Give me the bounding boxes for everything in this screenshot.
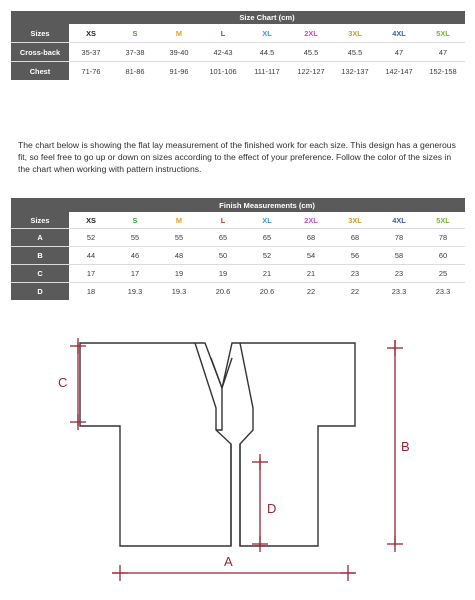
size-m: M xyxy=(175,28,183,38)
table-cell: 122-127 xyxy=(289,62,333,81)
table-cell: 23.3 xyxy=(421,283,465,301)
measurement-label-b: B xyxy=(11,247,69,265)
table-cell: 47 xyxy=(421,43,465,62)
size-chart-title-row xyxy=(11,11,465,24)
table-cell: 25 xyxy=(421,265,465,283)
table-cell: 19.3 xyxy=(157,283,201,301)
table-cell: 45.5 xyxy=(333,43,377,62)
size-l: L xyxy=(220,28,226,38)
chest-label: Chest xyxy=(11,62,69,81)
table-cell: 65 xyxy=(245,229,289,247)
label-c: C xyxy=(58,375,68,390)
table-cell: 44 xyxy=(69,247,113,265)
table-cell: 20.6 xyxy=(201,283,245,301)
finish-sizes-row xyxy=(11,212,465,229)
size-3xl: 3XL xyxy=(348,28,362,38)
table-cell: 81-86 xyxy=(113,62,157,81)
table-cell: 20.6 xyxy=(245,283,289,301)
table-cell: 19 xyxy=(157,265,201,283)
measurement-label-d: D xyxy=(11,283,69,301)
table-cell: 54 xyxy=(289,247,333,265)
table-cell: 58 xyxy=(377,247,421,265)
table-cell: 42-43 xyxy=(201,43,245,62)
finish-title-row xyxy=(11,198,465,212)
table-cell: 101-106 xyxy=(201,62,245,81)
collar-inner xyxy=(211,358,232,388)
table-cell: 19 xyxy=(201,265,245,283)
table-cell: 52 xyxy=(69,229,113,247)
table-cell: 65 xyxy=(201,229,245,247)
table-cell: 152-158 xyxy=(421,62,465,81)
table-cell: 47 xyxy=(377,43,421,62)
measurement-label-a: A xyxy=(11,229,69,247)
finish-size-4xl: 4XL xyxy=(392,215,406,225)
table-cell: 111-117 xyxy=(245,62,289,81)
measurement-row-b xyxy=(11,247,465,265)
table-cell: 17 xyxy=(113,265,157,283)
table-cell: 37-38 xyxy=(113,43,157,62)
table-cell: 71-76 xyxy=(69,62,113,81)
table-cell: 68 xyxy=(289,229,333,247)
table-cell: 23 xyxy=(377,265,421,283)
finish-title: Finish Measurements (cm) xyxy=(69,198,465,212)
measurement-row-d xyxy=(11,283,465,301)
table-cell: 46 xyxy=(113,247,157,265)
finish-size-s: S xyxy=(132,215,138,225)
table-cell: 78 xyxy=(421,229,465,247)
chest-row xyxy=(11,62,465,81)
table-cell: 142-147 xyxy=(377,62,421,81)
finish-size-3xl: 3XL xyxy=(348,215,362,225)
table-cell: 50 xyxy=(201,247,245,265)
garment-schematic xyxy=(0,318,475,600)
finish-size-m: M xyxy=(175,215,183,225)
finish-size-xl: XL xyxy=(262,215,272,225)
table-cell: 21 xyxy=(289,265,333,283)
finish-sizes-header: Sizes xyxy=(11,212,69,229)
front-opening xyxy=(231,444,240,546)
size-chart-table xyxy=(11,11,465,80)
finish-measurements-table xyxy=(11,198,465,300)
measurement-label-c: C xyxy=(11,265,69,283)
description-paragraph: The chart below is showing the flat lay measurement of the finished work for each size. This design has a generous fit, so feel free to go up or down on sizes according to the effect of your preference. Follow the color of the sizes in the chart when working with pattern instructions. xyxy=(18,140,456,174)
table-cell: 17 xyxy=(69,265,113,283)
table-cell: 55 xyxy=(157,229,201,247)
label-b: B xyxy=(401,439,410,454)
table-cell: 78 xyxy=(377,229,421,247)
table-cell: 132-137 xyxy=(333,62,377,81)
table-cell: 19.3 xyxy=(113,283,157,301)
table-cell: 48 xyxy=(157,247,201,265)
table-cell: 35-37 xyxy=(69,43,113,62)
sizes-header: Sizes xyxy=(11,24,69,43)
table-cell: 18 xyxy=(69,283,113,301)
table-cell: 52 xyxy=(245,247,289,265)
size-xs: XS xyxy=(86,28,96,38)
table-cell: 68 xyxy=(333,229,377,247)
table-cell: 91-96 xyxy=(157,62,201,81)
size-chart-sizes-row xyxy=(11,24,465,43)
table-cell: 22 xyxy=(333,283,377,301)
table-cell: 23.3 xyxy=(377,283,421,301)
garment-right-half xyxy=(240,343,355,546)
table-cell: 55 xyxy=(113,229,157,247)
table-cell: 44.5 xyxy=(245,43,289,62)
size-s: S xyxy=(132,28,138,38)
table-cell: 39-40 xyxy=(157,43,201,62)
finish-size-xs: XS xyxy=(86,215,96,225)
size-xl: XL xyxy=(262,28,272,38)
label-d: D xyxy=(267,501,277,516)
cross-back-row xyxy=(11,43,465,62)
size-4xl: 4XL xyxy=(392,28,406,38)
finish-size-l: L xyxy=(220,215,226,225)
table-cell: 22 xyxy=(289,283,333,301)
table-cell: 23 xyxy=(333,265,377,283)
table-cell: 45.5 xyxy=(289,43,333,62)
size-chart-title: Size Chart (cm) xyxy=(69,11,465,24)
table-cell: 21 xyxy=(245,265,289,283)
garment-outline xyxy=(80,343,355,546)
size-5xl: 5XL xyxy=(436,28,450,38)
size-2xl: 2XL xyxy=(304,28,318,38)
garment-left-half xyxy=(80,343,231,546)
finish-size-5xl: 5XL xyxy=(436,215,450,225)
label-a: A xyxy=(224,554,233,569)
table-cell: 60 xyxy=(421,247,465,265)
finish-size-2xl: 2XL xyxy=(304,215,318,225)
measurement-row-a xyxy=(11,229,465,247)
measurement-row-c xyxy=(11,265,465,283)
table-cell: 56 xyxy=(333,247,377,265)
cross-back-label: Cross-back xyxy=(11,43,69,62)
